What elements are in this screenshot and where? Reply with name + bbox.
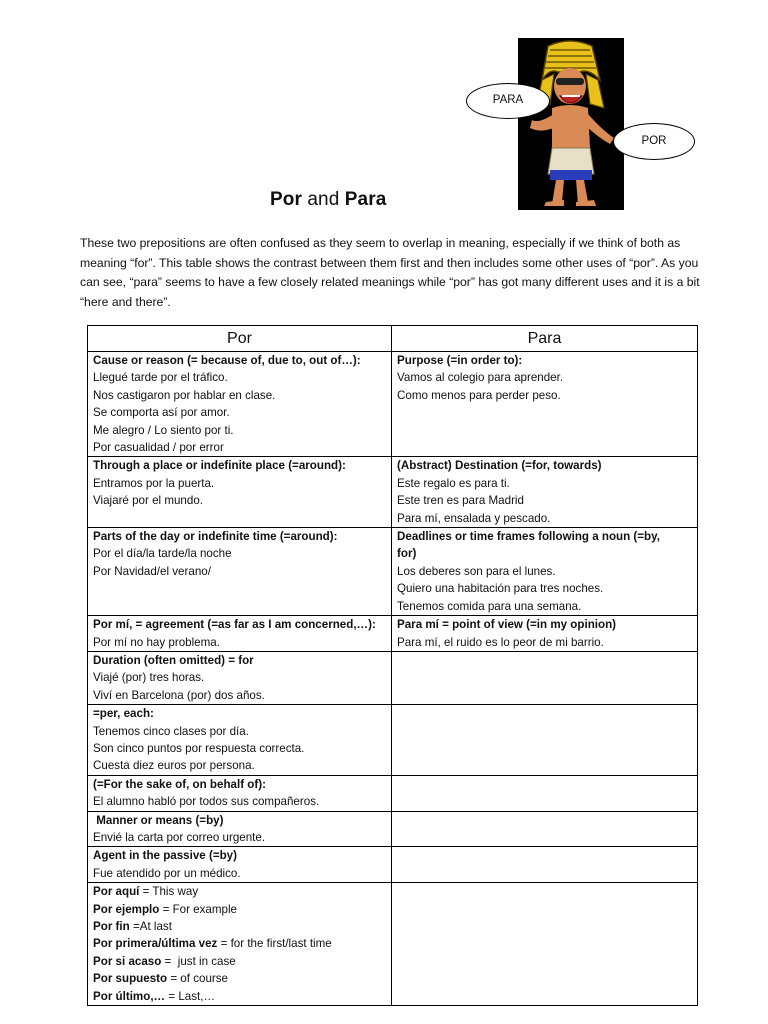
usage-heading-continued: for) — [397, 547, 417, 561]
por-cell — [88, 847, 392, 883]
para-cell-empty — [392, 883, 698, 1006]
para-cell-empty — [392, 811, 698, 847]
table-row — [88, 811, 698, 847]
para-cell-empty — [392, 847, 698, 883]
example-sentence: Vamos al colegio para aprender. — [397, 371, 564, 385]
expression-meaning: = for the first/last time — [217, 937, 332, 951]
expression-item — [93, 953, 386, 970]
para-cell — [392, 528, 698, 616]
usage-heading: Parts of the day or indefinite time (=around): — [93, 530, 338, 544]
por-cell — [88, 352, 392, 457]
usage-heading: (Abstract) Destination (=for, towards) — [397, 459, 602, 473]
example-sentence: Por mí no hay problema. — [93, 635, 220, 649]
pharaoh-cartoon-image — [518, 38, 624, 210]
expression-meaning: = For example — [159, 902, 238, 916]
intro-paragraph: These two prepositions are often confused as they seem to overlap in meaning, especially if we think of both as meaning “for”. This table shows the contrast between them first and then includes some other uses of “por”. As you can see, “para” seems to have a few closely related meanings while “por” has got many different uses and it is a bit “here and there”. — [80, 236, 700, 309]
expression-term: Por fin — [93, 920, 130, 933]
title-and: and — [307, 189, 340, 210]
expression-item — [93, 935, 386, 952]
para-cell-empty — [392, 705, 698, 776]
para-cell — [392, 616, 698, 652]
usage-heading: Agent in the passive (=by) — [93, 849, 237, 863]
expression-term: Por primera/última vez — [93, 937, 218, 951]
speech-bubble-por-label: POR — [641, 135, 667, 147]
usage-heading: Para mí = point of view (=in my opinion) — [397, 618, 617, 632]
por-cell — [88, 651, 392, 704]
title-por: Por — [270, 189, 302, 210]
example-sentence: Viajé (por) tres horas. — [93, 671, 205, 685]
table-row — [88, 847, 698, 883]
example-sentence: Tenemos comida para una semana. — [397, 599, 582, 613]
table-row — [88, 616, 698, 652]
table-row — [88, 705, 698, 776]
header-para: Para — [392, 326, 698, 352]
expression-meaning: =At last — [129, 920, 172, 933]
expression-term: Por aquí — [93, 885, 140, 899]
example-sentence: Para mí, ensalada y pescado. — [397, 511, 551, 525]
table-row-expressions — [88, 883, 698, 1006]
por-cell — [88, 616, 392, 652]
expression-term: Por supuesto — [93, 972, 168, 986]
table-row — [88, 528, 698, 616]
para-cell — [392, 352, 698, 457]
para-cell-empty — [392, 775, 698, 811]
example-sentence: Fue atendido por un médico. — [93, 866, 241, 880]
por-cell — [88, 457, 392, 528]
expression-item — [93, 970, 386, 987]
usage-heading: (=For the sake of, on behalf of): — [93, 777, 266, 791]
usage-heading: Purpose (=in order to): — [397, 354, 523, 367]
example-sentence: Quiero una habitación para tres noches. — [397, 582, 604, 596]
usage-heading: =per, each: — [93, 707, 154, 721]
example-sentence: Viajaré por el mundo. — [93, 494, 203, 508]
example-sentence: Se comporta así por amor. — [93, 406, 230, 420]
header-por: Por — [88, 326, 392, 352]
usage-heading: Por mí, = agreement (=as far as I am concerned,…): — [93, 618, 376, 632]
example-sentence: Tenemos cinco clases por día. — [93, 724, 249, 738]
por-para-table — [87, 325, 698, 1006]
para-cell — [392, 457, 698, 528]
example-sentence: Los deberes son para el lunes. — [397, 564, 556, 578]
por-expressions-cell — [88, 883, 392, 1006]
expression-term: Por ejemplo — [93, 902, 160, 916]
expression-meaning: = of course — [167, 972, 228, 986]
speech-bubble-para — [466, 83, 550, 119]
por-cell — [88, 811, 392, 847]
example-sentence: El alumno habló por todos sus compañeros. — [93, 795, 320, 809]
table-row — [88, 457, 698, 528]
por-cell — [88, 775, 392, 811]
example-sentence: Por Navidad/el verano/ — [93, 564, 211, 578]
table-row — [88, 352, 698, 457]
por-cell — [88, 705, 392, 776]
example-sentence: Son cinco puntos por respuesta correcta. — [93, 741, 305, 755]
expression-meaning: = just in case — [161, 954, 236, 968]
expression-item — [93, 883, 386, 900]
por-cell — [88, 528, 392, 616]
page-title — [270, 189, 386, 211]
example-sentence: Entramos por la puerta. — [93, 476, 215, 490]
example-sentence: Viví en Barcelona (por) dos años. — [93, 688, 265, 702]
table-header-row — [88, 326, 698, 352]
example-sentence: Para mí, el ruido es lo peor de mi barrio. — [397, 635, 604, 649]
expression-term: Por si acaso — [93, 954, 162, 968]
expression-meaning: = Last,… — [165, 989, 216, 1003]
table-row — [88, 775, 698, 811]
expression-item — [93, 988, 386, 1005]
expression-term: Por último,… — [93, 989, 166, 1003]
usage-heading: Cause or reason (= because of, due to, out of…): — [93, 354, 361, 367]
pharaoh-illustration — [518, 38, 624, 210]
expression-meaning: = This way — [139, 885, 199, 899]
example-sentence: Nos castigaron por hablar en clase. — [93, 388, 276, 402]
expression-item — [93, 918, 386, 935]
usage-heading: Manner or means (=by) — [93, 813, 224, 827]
usage-heading: Through a place or indefinite place (=around): — [93, 459, 346, 473]
example-sentence: Llegué tarde por el tráfico. — [93, 371, 228, 385]
usage-heading: Deadlines or time frames following a noun (=by, — [397, 530, 660, 544]
example-sentence: Cuesta diez euros por persona. — [93, 759, 255, 773]
example-sentence: Este tren es para Madrid — [397, 494, 524, 508]
example-sentence: Me alegro / Lo siento por ti. — [93, 423, 234, 437]
example-sentence: Por el día/la tarde/la noche — [93, 547, 232, 561]
speech-bubble-para-label: PARA — [492, 94, 524, 106]
para-cell-empty — [392, 651, 698, 704]
example-sentence: Por casualidad / por error — [93, 441, 224, 455]
speech-bubble-por — [613, 123, 695, 160]
example-sentence: Envié la carta por correo urgente. — [93, 830, 266, 844]
usage-heading: Duration (often omitted) = for — [93, 653, 254, 667]
example-sentence: Este regalo es para ti. — [397, 476, 510, 490]
expression-item — [93, 901, 386, 918]
title-para: Para — [344, 189, 387, 210]
table-row — [88, 651, 698, 704]
example-sentence: Como menos para perder peso. — [397, 388, 561, 402]
